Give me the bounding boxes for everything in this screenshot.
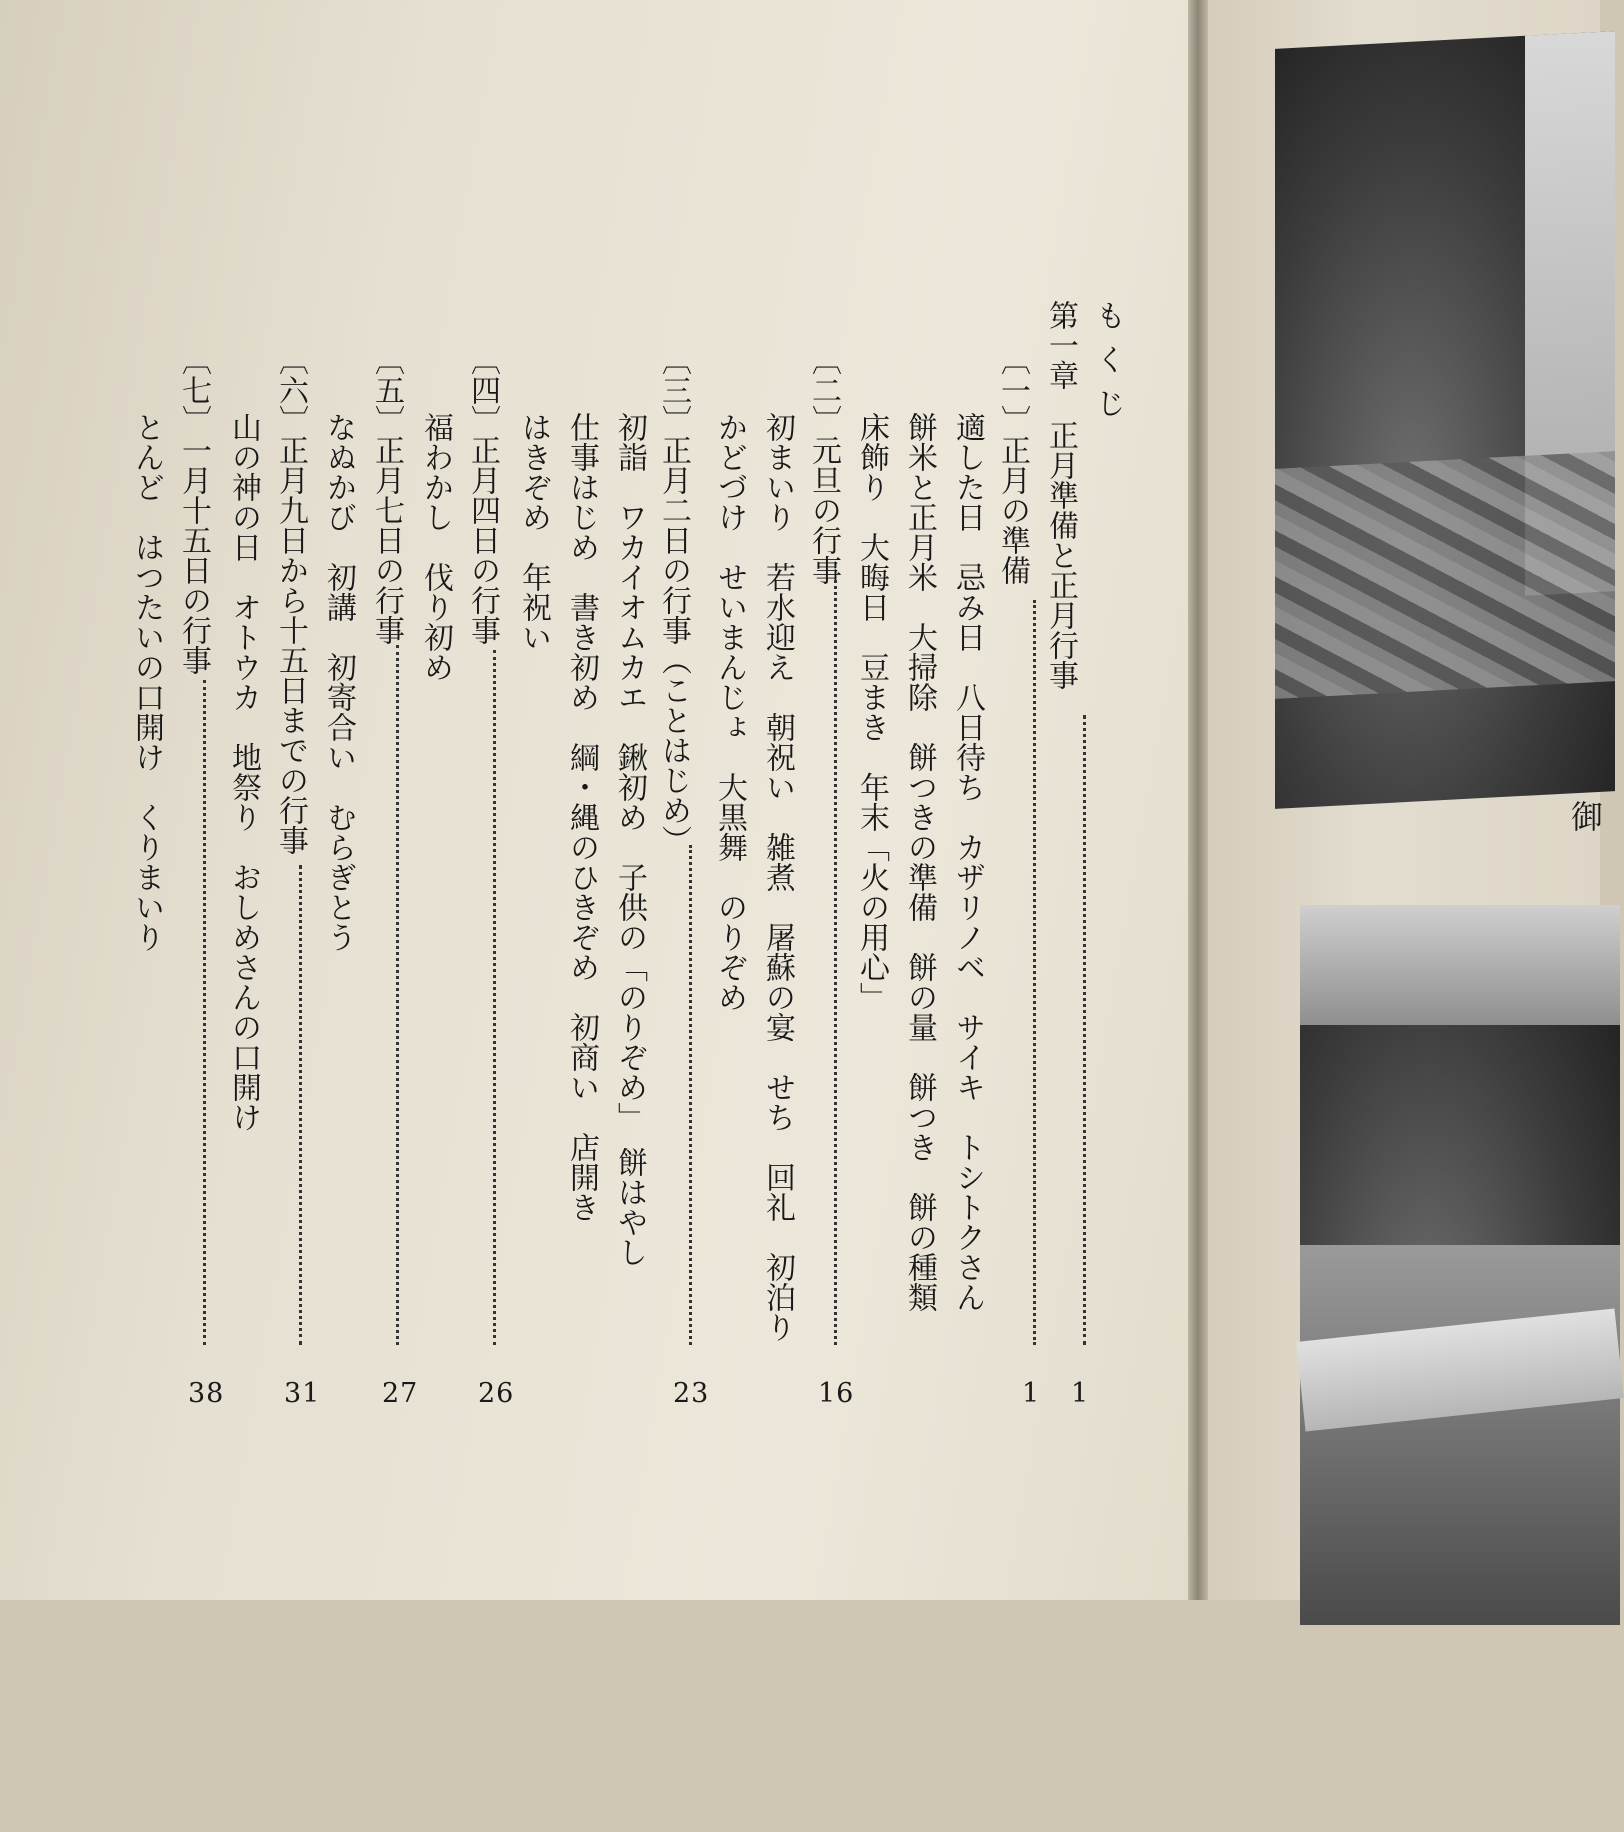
section-number-4: 〔四〕: [465, 345, 500, 435]
section-number-2: 〔二〕: [806, 345, 841, 435]
section-page-number-3: 23: [673, 1378, 710, 1409]
section-5-line-1: なぬかび 初講 初寄合い むらぎとう: [321, 412, 356, 952]
section-2-line-1: 初まいり 若水迎え 朝祝い 雑煮 屠蘇の宴 せち 回礼 初泊り: [760, 412, 795, 1342]
section-1-line-2: 餅米と正月米 大掃除 餅つきの準備 餅の量 餅つき 餅の種類: [902, 412, 937, 1312]
section-title-6: 正月九日から十五日までの行事: [273, 435, 308, 855]
section-3-line-1: 初詣 ワカイオムカエ 鍬初め 子供の「のりぞめ」 餅はやし: [612, 412, 647, 1267]
section-3-line-3: はきぞめ 年祝い: [516, 412, 551, 652]
section-3-leader-dots: [689, 845, 692, 1345]
chapter-heading: 第一章 正月準備と正月行事: [1043, 300, 1078, 690]
section-number-1: 〔一〕: [995, 345, 1030, 435]
photo-top: [1275, 31, 1615, 809]
section-2-line-2: かどづけ せいまんじょ 大黒舞 のりぞめ: [712, 412, 747, 1012]
section-title-7: 一月十五日の行事: [176, 435, 211, 675]
section-title-3: 正月二日の行事（ことはじめ）: [656, 435, 691, 855]
section-number-3: 〔三〕: [656, 345, 691, 435]
section-heading-6: [268, 345, 312, 1765]
book-gutter: [1188, 0, 1210, 1600]
section-6-leader-dots: [299, 865, 302, 1345]
section-heading-5: [364, 345, 408, 1765]
section-page-number-6: 31: [284, 1378, 321, 1409]
photo-caption: 御: [1566, 800, 1604, 834]
section-title-2: 元旦の行事: [806, 435, 841, 585]
section-title-4: 正月四日の行事: [465, 435, 500, 645]
section-3-line-2: 仕事はじめ 書き初め 綱・縄のひきぞめ 初商い 店開き: [564, 412, 599, 1222]
section-title-1: 正月の準備: [995, 435, 1030, 585]
photo-top-stone-wall: [1275, 451, 1615, 699]
section-5-leader-dots: [396, 645, 399, 1345]
chapter-page-number: 1: [1071, 1378, 1090, 1409]
section-number-7: 〔七〕: [176, 345, 211, 435]
section-7-leader-dots: [203, 680, 206, 1345]
section-1-leader-dots: [1033, 600, 1036, 1345]
photo-bottom-sky: [1300, 905, 1620, 1025]
section-1-line-3: 床飾り 大晦日 豆まき 年末「火の用心」: [854, 412, 889, 1012]
section-title-5: 正月七日の行事: [369, 435, 404, 645]
section-7-line-1: とんど はつたいの口開け くりまいり: [129, 412, 164, 952]
section-heading-7: [171, 345, 215, 1765]
section-number-5: 〔五〕: [369, 345, 404, 435]
section-2-leader-dots: [834, 580, 837, 1345]
section-heading-1: [990, 345, 1034, 1765]
section-heading-2: [801, 345, 845, 1765]
section-page-number-4: 26: [478, 1378, 515, 1409]
section-page-number-5: 27: [382, 1378, 419, 1409]
section-4-leader-dots: [493, 650, 496, 1345]
section-number-6: 〔六〕: [273, 345, 308, 435]
section-page-number-7: 38: [188, 1378, 225, 1409]
section-6-line-1: 山の神の日 オトウカ 地祭り おしめさんの口開け: [226, 412, 261, 1132]
toc-title: もくじ: [1090, 300, 1125, 432]
section-1-line-1: 適した日 忌み日 八日待ち カザリノベ サイキ トシトクさん: [950, 412, 985, 1312]
photo-bottom: [1300, 905, 1620, 1625]
section-page-number-2: 16: [818, 1378, 855, 1409]
photo-bottom-water: [1300, 1245, 1620, 1625]
chapter-leader-dots: [1083, 715, 1086, 1345]
section-heading-4: [460, 345, 504, 1765]
section-4-line-1: 福わかし 伐り初め: [418, 412, 453, 682]
section-page-number-1: 1: [1022, 1378, 1041, 1409]
